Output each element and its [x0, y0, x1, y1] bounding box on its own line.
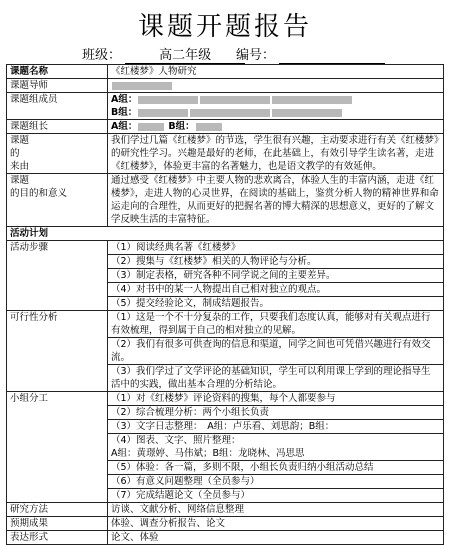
topic-name-value: 《红楼梦》人物研究 [108, 65, 444, 79]
feasibility-item: （1）这是一个不十分复杂的工作，只要我们态度认真，能够对有关观点进行有效梳理，得到属于自己的相对独立的见解。 [111, 312, 431, 336]
steps-label: 活动步骤 [7, 241, 108, 311]
members-label: 课题组成员 [7, 93, 108, 120]
advisor-row [7, 79, 444, 93]
division-row [7, 392, 444, 503]
purpose-row [7, 174, 444, 227]
leader-group-a-label: A组： [111, 121, 138, 132]
step-item: （1）阅读经典名著《红楼梦》 [111, 242, 241, 253]
leader-value [108, 120, 444, 134]
division-item: （2）综合梳理分析：两个小组长负责 [108, 405, 443, 419]
purpose-label: 课题 的目的和意义 [7, 174, 108, 227]
members-group-a-label: A组： [111, 94, 138, 105]
leader-row [7, 120, 444, 134]
feasibility-row [7, 311, 444, 392]
feasibility-item: （3）我们学过了文学评论的基础知识，学生可以利用课上学到的理论指导生活中的实践，做出基本合理的分析结论。 [108, 364, 443, 391]
class-label: 班级： [82, 48, 122, 63]
form-label: 表达形式 [7, 531, 108, 545]
purpose-text: 通过感受《红楼梦》中主要人物的悲欢离合，体验人生的丰富内涵，走进《红楼梦》，走进人物的心灵世界，在阅读的基础上，鉴赏分析人物的精神世界和命运走向的合理性，从而更好的把握名著的博大精深的思想意义，更好的了解文学反映生活的丰富特征。 [108, 174, 444, 227]
division-item: （1）对《红楼梦》评论资料的搜集，每个人都要参与 [111, 393, 336, 404]
number-value [279, 48, 385, 64]
topic-name-row [7, 65, 444, 79]
class-field [82, 44, 245, 64]
form-value: 论文、体验 [108, 531, 444, 545]
steps-row [7, 241, 444, 311]
report-table [6, 64, 444, 545]
origin-text: 我们学过几篇《红楼梦》的节选，学生很有兴趣，主动要求进行有关《红楼梦》的研究性学习。兴趣是最好的老师，在此基础上，有效引导学生读名著，走进《红楼梦》，体验更丰富的名著魅力，也是语文教学的有效延伸。 [108, 134, 444, 174]
feasibility-item: （2）我们有很多可供查询的信息和渠道，同学之间也可凭借兴趣进行有效交流。 [108, 337, 443, 364]
division-item: A组：黄璟婷、马伟斌；B组：龙晓林、冯思思 [111, 448, 305, 459]
division-item: （7）完成结题论文（全员参与） [108, 488, 443, 502]
class-value: 高二年级 [125, 44, 245, 64]
method-row [7, 503, 444, 517]
page-title: 课题开题报告 [137, 12, 312, 42]
leader-group-b-label: B组： [168, 121, 195, 132]
members-row [7, 93, 444, 120]
feasibility-list [108, 311, 444, 392]
step-item: （5）提交经验论文，制成结题报告。 [108, 296, 443, 310]
topic-name-label: 课题名称 [7, 65, 108, 79]
advisor-label: 课题导师 [7, 79, 108, 93]
division-item: （6）有意义问题整理（全员参与） [108, 474, 443, 488]
number-field [236, 44, 385, 64]
leader-label: 课题组长 [7, 120, 108, 134]
step-item: （2）搜集与《红楼梦》相关的人物评论与分析。 [108, 254, 443, 268]
origin-label: 课题 的 来由 [7, 134, 108, 174]
feasibility-label: 可行性分析 [7, 311, 108, 392]
division-label: 小组分工 [7, 392, 108, 503]
step-item: （4）对书中的某一人物提出自己相对独立的观点。 [108, 282, 443, 296]
expected-value: 体验、调查分析报告、论文 [108, 517, 444, 531]
plan-header: 活动计划 [7, 227, 444, 241]
members-group-b-label: B组： [111, 107, 138, 118]
division-item: （3）文字日志整理： A组：卢乐看、刘思韵；B组： [108, 419, 443, 433]
step-item: （3）制定表格，研究各种不同学说之间的主要差异。 [108, 268, 443, 282]
division-item: （5）体验：各一篇，多则不限，小组长负责归纳小组活动总结 [108, 460, 443, 474]
origin-row [7, 134, 444, 174]
steps-list [108, 241, 444, 311]
expected-row [7, 517, 444, 531]
members-value [108, 93, 444, 120]
number-label: 编号： [236, 48, 276, 63]
advisor-value [108, 79, 444, 93]
division-list [108, 392, 444, 503]
plan-header-row [7, 227, 444, 241]
method-value: 访谈、文献分析、网络信息整理 [108, 503, 444, 517]
division-item: （4）图表、文字、照片整理： [108, 433, 443, 447]
method-label: 研究方法 [7, 503, 108, 517]
form-row [7, 531, 444, 545]
expected-label: 预期成果 [7, 517, 108, 531]
